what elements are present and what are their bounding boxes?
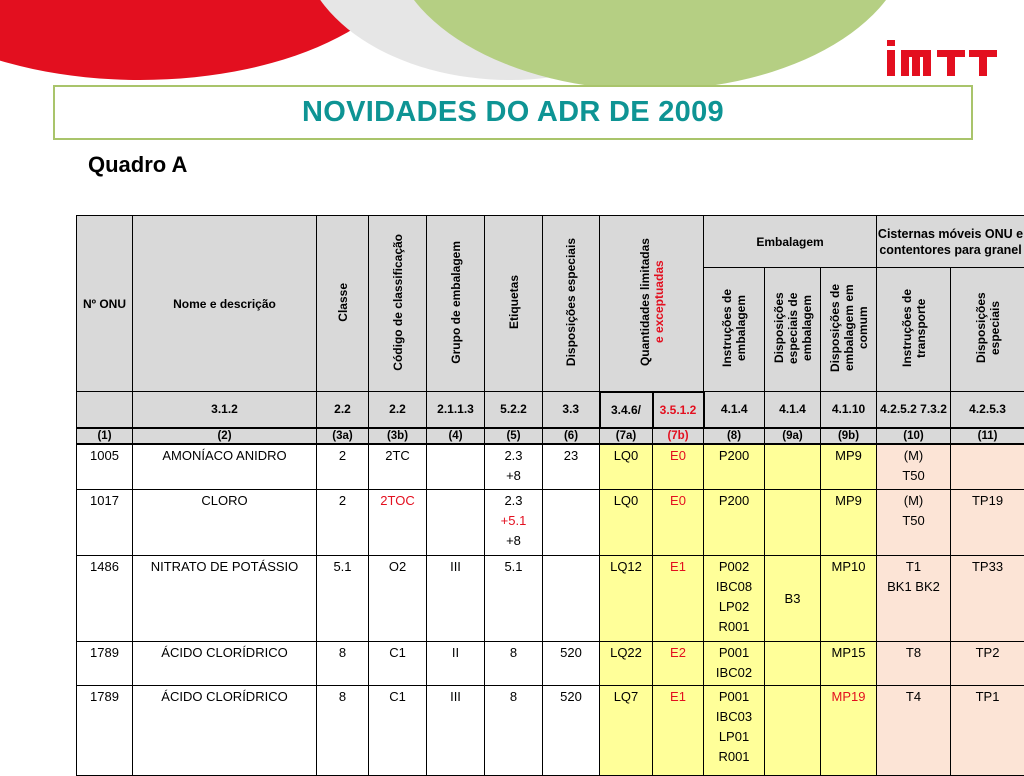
cell-etiquetas: 2.3 +8 [485, 444, 543, 490]
cell-grupo [427, 490, 485, 556]
cell-disposicoes [543, 490, 600, 556]
cell-e: E1 [653, 686, 704, 776]
header-cisternas: Cisternas móveis ONU e contentores para granel [877, 216, 1024, 268]
cell-etiquetas: 8 [485, 686, 543, 776]
table-row [77, 444, 1024, 490]
cell-onu: 1789 [77, 686, 133, 776]
cell-grupo [427, 444, 485, 490]
header-grupo: Grupo de embalagem [427, 216, 485, 392]
header-etiquetas: Etiquetas [485, 216, 543, 392]
ref-onu [77, 392, 133, 428]
cell-e: E0 [653, 444, 704, 490]
cell-lq: LQ12 [600, 556, 653, 642]
cell-disp-esp: TP33 [951, 556, 1024, 642]
cell-disp-esp: TP2 [951, 642, 1024, 686]
col-num: (1) [77, 428, 133, 444]
header-disp-emb-comum: Disposições de embalagem em comum [821, 268, 877, 392]
cell-disposicoes: 520 [543, 686, 600, 776]
cell-disp-emb [765, 686, 821, 776]
ref-disposicoes: 3.3 [543, 392, 600, 428]
adr-table [76, 215, 1024, 776]
imtt-logo [885, 36, 1005, 80]
header-codigo: Código de classificação [369, 216, 427, 392]
cell-etiquetas: 2.3 +5.1 +8 [485, 490, 543, 556]
ref-quant-limitadas: 3.4.6/ [600, 392, 653, 428]
col-num: (5) [485, 428, 543, 444]
page-subtitle: Quadro A [88, 152, 187, 178]
cell-nome: CLORO [133, 490, 317, 556]
table-body [77, 444, 1024, 776]
header-instrucoes-transporte: Instruções de transporte [877, 268, 951, 392]
cell-emb-comum: MP10 [821, 556, 877, 642]
cell-disp-emb [765, 642, 821, 686]
col-num: (11) [951, 428, 1024, 444]
cell-grupo: II [427, 642, 485, 686]
ref-disp-esp-embalagem: 4.1.4 [765, 392, 821, 428]
header-quantidades: Quantidades limitadas e exceptuadas [600, 216, 704, 392]
cell-codigo: 2TC [369, 444, 427, 490]
cell-instr-transp: (M) T50 [877, 444, 951, 490]
ref-etiquetas: 5.2.2 [485, 392, 543, 428]
col-num: (9a) [765, 428, 821, 444]
cell-instr-emb: P001 IBC03 LP01 R001 [704, 686, 765, 776]
cell-classe: 5.1 [317, 556, 369, 642]
cell-onu: 1486 [77, 556, 133, 642]
cell-instr-emb: P001 IBC02 [704, 642, 765, 686]
cell-codigo: C1 [369, 686, 427, 776]
cell-lq: LQ0 [600, 490, 653, 556]
header-disp-especiais: Disposições especiais [951, 268, 1024, 392]
cell-e: E2 [653, 642, 704, 686]
ref-instrucoes-transporte: 4.2.5.2 7.3.2 [877, 392, 951, 428]
cell-lq: LQ7 [600, 686, 653, 776]
cell-grupo: III [427, 686, 485, 776]
cell-onu: 1789 [77, 642, 133, 686]
header-onu: Nº ONU [77, 216, 133, 392]
cell-disposicoes: 23 [543, 444, 600, 490]
cell-emb-comum: MP19 [821, 686, 877, 776]
header-nome: Nome e descrição [133, 216, 317, 392]
cell-nome: NITRATO DE POTÁSSIO [133, 556, 317, 642]
cell-disp-emb: B3 [765, 556, 821, 642]
cell-e: E1 [653, 556, 704, 642]
cell-disposicoes: 520 [543, 642, 600, 686]
col-num: (8) [704, 428, 765, 444]
cell-disp-esp: TP1 [951, 686, 1024, 776]
cell-instr-transp: T8 [877, 642, 951, 686]
header-instrucoes-embalagem: Instruções de embalagem [704, 268, 765, 392]
col-num: (2) [133, 428, 317, 444]
table-row [77, 490, 1024, 556]
ref-quant-exceptuadas: 3.5.1.2 [653, 392, 704, 428]
cell-classe: 8 [317, 642, 369, 686]
cell-classe: 8 [317, 686, 369, 776]
title-box [53, 85, 973, 140]
ref-grupo: 2.1.1.3 [427, 392, 485, 428]
col-num: (3a) [317, 428, 369, 444]
cell-nome: ÁCIDO CLORÍDRICO [133, 686, 317, 776]
page-title: NOVIDADES DO ADR DE 2009 [302, 96, 724, 129]
cell-codigo: C1 [369, 642, 427, 686]
ref-codigo: 2.2 [369, 392, 427, 428]
cell-etiquetas: 8 [485, 642, 543, 686]
table-row [77, 556, 1024, 642]
header-embalagem: Embalagem [704, 216, 877, 268]
col-num: (4) [427, 428, 485, 444]
col-num: (7b) [653, 428, 704, 444]
table-row [77, 686, 1024, 776]
cell-codigo: O2 [369, 556, 427, 642]
cell-disp-emb [765, 444, 821, 490]
cell-onu: 1005 [77, 444, 133, 490]
header-disposicoes: Disposições especiais [543, 216, 600, 392]
ref-disp-emb-comum: 4.1.10 [821, 392, 877, 428]
col-num: (6) [543, 428, 600, 444]
col-num: (7a) [600, 428, 653, 444]
cell-instr-emb: P002 IBC08 LP02 R001 [704, 556, 765, 642]
cell-nome: ÁCIDO CLORÍDRICO [133, 642, 317, 686]
header-disp-esp-embalagem: Disposições especiais de embalagem [765, 268, 821, 392]
cell-instr-transp: (M) T50 [877, 490, 951, 556]
ref-nome: 3.1.2 [133, 392, 317, 428]
ref-instrucoes-embalagem: 4.1.4 [704, 392, 765, 428]
cell-instr-transp: T4 [877, 686, 951, 776]
cell-grupo: III [427, 556, 485, 642]
table-row [77, 642, 1024, 686]
cell-onu: 1017 [77, 490, 133, 556]
col-num: (10) [877, 428, 951, 444]
table-header [77, 216, 1024, 444]
cell-lq: LQ0 [600, 444, 653, 490]
ref-classe: 2.2 [317, 392, 369, 428]
cell-lq: LQ22 [600, 642, 653, 686]
cell-emb-comum: MP9 [821, 490, 877, 556]
cell-classe: 2 [317, 490, 369, 556]
cell-disp-esp: TP19 [951, 490, 1024, 556]
cell-instr-emb: P200 [704, 444, 765, 490]
ref-disp-especiais: 4.2.5.3 [951, 392, 1024, 428]
cell-codigo: 2TOC [369, 490, 427, 556]
cell-disp-esp [951, 444, 1024, 490]
cell-disposicoes [543, 556, 600, 642]
header-classe: Classe [317, 216, 369, 392]
cell-emb-comum: MP9 [821, 444, 877, 490]
cell-etiquetas: 5.1 [485, 556, 543, 642]
col-num: (3b) [369, 428, 427, 444]
cell-classe: 2 [317, 444, 369, 490]
cell-emb-comum: MP15 [821, 642, 877, 686]
cell-instr-emb: P200 [704, 490, 765, 556]
cell-nome: AMONÍACO ANIDRO [133, 444, 317, 490]
cell-disp-emb [765, 490, 821, 556]
cell-e: E0 [653, 490, 704, 556]
col-num: (9b) [821, 428, 877, 444]
cell-instr-transp: T1 BK1 BK2 [877, 556, 951, 642]
